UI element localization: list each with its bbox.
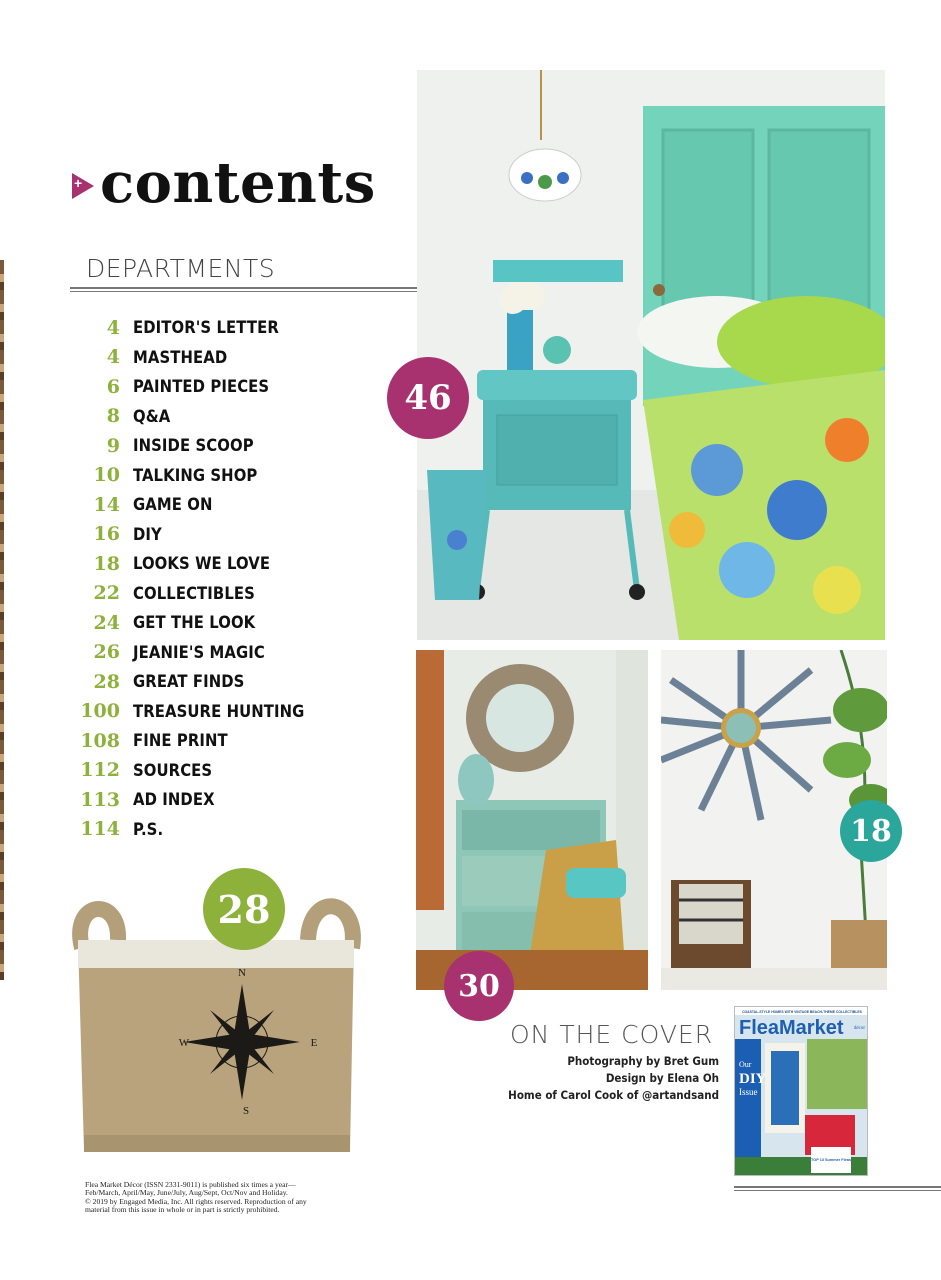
credit-photography: Photography by Bret Gum (567, 1054, 719, 1068)
page-46-badge[interactable]: 46 (387, 357, 469, 439)
toc-item[interactable] (70, 638, 370, 668)
toc-label: INSIDE SCOOP (133, 436, 254, 456)
toc-label: COLLECTIBLES (133, 583, 255, 603)
legal-line-2: Feb/March, April/May, June/July, Aug/Sept, Oct/Nov and Holiday. (85, 1188, 288, 1198)
on-the-cover-heading: ON THE COVER (510, 1020, 714, 1049)
toc-item[interactable] (70, 579, 370, 609)
toc-label: SOURCES (133, 760, 213, 780)
cover-title: FleaMarket (739, 1017, 844, 1039)
credit-design: Design by Elena Oh (605, 1071, 719, 1085)
title-arrow-icon (72, 173, 94, 199)
toc-item[interactable] (70, 785, 370, 815)
toc-page-number: 114 (80, 818, 120, 841)
magazine-spine-edge (0, 260, 4, 980)
compass-e-label: E (310, 1037, 318, 1049)
toc-page-number: 112 (80, 759, 120, 782)
cover-tagline: COASTAL-STYLE HOMES WITH VINTAGE BEACH-THEME COLLECTIBLES (742, 1010, 862, 1014)
departments-heading: DEPARTMENTS (86, 254, 276, 283)
toc-item[interactable] (70, 667, 370, 697)
toc-label: GAME ON (133, 495, 213, 515)
toc-label: JEANIE'S MAGIC (133, 642, 265, 662)
cover-title-small: décor (853, 1026, 865, 1031)
credit-home: Home of Carol Cook of @artandsand (508, 1088, 719, 1102)
magazine-cover-thumbnail[interactable] (734, 1006, 868, 1176)
toc-page-number: 100 (80, 700, 120, 723)
page-18-badge[interactable]: 18 (840, 800, 902, 862)
toc-page-number: 28 (93, 670, 120, 693)
toc-label: LOOKS WE LOVE (133, 554, 271, 574)
bedroom-illustration (417, 70, 885, 640)
toc-page-number: 4 (106, 316, 120, 339)
departments-rule (70, 287, 418, 292)
toc-label: Q&A (133, 406, 171, 426)
legal-line-3: © 2019 by Engaged Media, Inc. All rights reserved. Reproduction of any (85, 1196, 307, 1206)
toc-label: P.S. (133, 819, 164, 839)
cover-subline: TOP 13 Summer Fleas (811, 1158, 851, 1162)
toc-label: MASTHEAD (133, 347, 228, 367)
toc-item[interactable] (70, 520, 370, 550)
toc-item[interactable] (70, 343, 370, 373)
legal-notice (85, 1181, 375, 1215)
cover-rule (734, 1186, 941, 1191)
toc-page-number: 22 (93, 582, 120, 605)
legal-line-4: material from this issue in whole or in part is strictly prohibited. (85, 1205, 280, 1215)
toc-page-number: 108 (80, 729, 120, 752)
toc-page-number: 113 (80, 788, 120, 811)
toc-item[interactable] (70, 726, 370, 756)
contents-title-row (72, 150, 376, 216)
page-30-badge[interactable]: 30 (444, 951, 514, 1021)
toc-label: AD INDEX (133, 790, 215, 810)
magazine-cover-illustration (735, 1007, 868, 1176)
toc-item[interactable] (70, 372, 370, 402)
compass-s-label: S (242, 1105, 250, 1117)
toc-page-number: 24 (93, 611, 120, 634)
toc-item[interactable] (70, 461, 370, 491)
toc-label: GET THE LOOK (133, 613, 256, 633)
cover-headline-1: Our (739, 1060, 752, 1069)
dresser-illustration (416, 650, 648, 990)
page-title: contents (100, 150, 376, 216)
toc-item[interactable] (70, 431, 370, 461)
dresser-photo[interactable] (416, 650, 648, 990)
cover-credits (508, 1053, 719, 1104)
compass-w-label: W (178, 1037, 190, 1049)
toc-item[interactable] (70, 608, 370, 638)
toc-label: PAINTED PIECES (133, 377, 270, 397)
toc-label: TREASURE HUNTING (133, 701, 305, 721)
toc-list (70, 313, 370, 844)
toc-page-number: 14 (93, 493, 120, 516)
toc-page-number: 26 (93, 641, 120, 664)
toc-page-number: 18 (93, 552, 120, 575)
toc-page-number: 6 (106, 375, 120, 398)
toc-page-number: 4 (106, 346, 120, 369)
toc-label: FINE PRINT (133, 731, 228, 751)
toc-item[interactable] (70, 756, 370, 786)
toc-page-number: 8 (106, 405, 120, 428)
toc-item[interactable] (70, 815, 370, 845)
toc-item[interactable] (70, 402, 370, 432)
toc-page-number: 9 (106, 434, 120, 457)
toc-label: EDITOR'S LETTER (133, 318, 279, 338)
toc-item[interactable] (70, 549, 370, 579)
toc-item[interactable] (70, 490, 370, 520)
legal-line-1: Flea Market Décor (ISSN 2331-9011) is published six times a year— (85, 1180, 296, 1189)
toc-item[interactable] (70, 313, 370, 343)
toc-label: DIY (133, 524, 162, 544)
compass-n-label: N (238, 967, 246, 979)
toc-label: GREAT FINDS (133, 672, 245, 692)
cover-headline-2: DIY (739, 1071, 767, 1087)
toc-item[interactable] (70, 697, 370, 727)
cover-headline-3: Issue (739, 1087, 758, 1097)
page-28-badge[interactable]: 28 (203, 868, 285, 950)
bedroom-photo[interactable] (417, 70, 885, 640)
toc-page-number: 10 (93, 464, 120, 487)
toc-page-number: 16 (93, 523, 120, 546)
toc-label: TALKING SHOP (133, 465, 258, 485)
